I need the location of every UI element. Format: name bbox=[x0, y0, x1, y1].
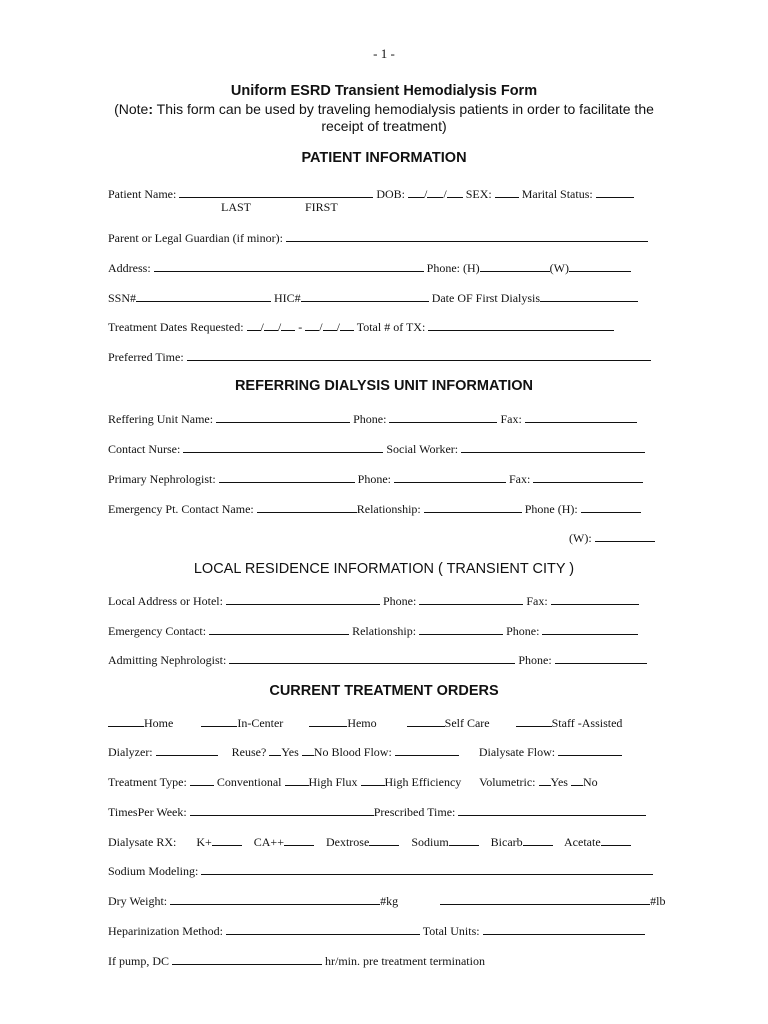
home-field[interactable] bbox=[108, 715, 144, 727]
note-line-1 bbox=[0, 101, 768, 118]
first-dialysis-field[interactable] bbox=[540, 290, 638, 302]
sex-label: SEX: bbox=[465, 187, 492, 201]
first-dialysis-label: Date OF First Dialysis bbox=[431, 291, 541, 305]
ssn-label: SSN# bbox=[108, 291, 137, 305]
referring-unit-row bbox=[108, 411, 660, 427]
referring-unit-heading: REFERRING DIALYSIS UNIT INFORMATION bbox=[234, 378, 534, 394]
staff-assisted-field[interactable] bbox=[516, 715, 552, 727]
local-emergency-phone-field[interactable] bbox=[542, 623, 638, 635]
dialyzer-row bbox=[108, 744, 660, 760]
if-pump-label: If pump, DC bbox=[108, 954, 169, 968]
total-tx-label: Total # of TX: bbox=[356, 320, 426, 334]
heparinization-row bbox=[108, 923, 660, 939]
treatment-type-row bbox=[108, 774, 660, 790]
admitting-nephrologist-field[interactable] bbox=[229, 652, 515, 664]
bicarb-label: Bicarb bbox=[490, 835, 523, 849]
prescribed-time-label: Prescribed Time: bbox=[373, 805, 456, 819]
hemo-label: Hemo bbox=[347, 716, 377, 730]
local-phone-label: Phone: bbox=[382, 594, 417, 608]
nephrologist-phone-field[interactable] bbox=[394, 471, 506, 483]
preferred-time-label: Preferred Time: bbox=[108, 350, 184, 364]
dob-month-field[interactable] bbox=[408, 186, 424, 198]
patient-name-field[interactable] bbox=[179, 186, 373, 198]
conventional-label: Conventional bbox=[216, 775, 282, 789]
self-care-label: Self Care bbox=[444, 716, 490, 730]
unit-phone-label: Phone: bbox=[353, 412, 387, 426]
volumetric-no-field[interactable] bbox=[571, 774, 583, 786]
hemo-field[interactable] bbox=[309, 715, 347, 727]
high-efficiency-label: High Efficiency bbox=[384, 775, 462, 789]
phone-work-field[interactable] bbox=[569, 260, 631, 272]
guardian-label: Parent or Legal Guardian (if minor): bbox=[108, 231, 283, 245]
treatment-dates-label: Treatment Dates Requested: bbox=[108, 320, 244, 334]
volumetric-label: Volumetric: bbox=[479, 775, 536, 789]
local-emergency-phone-label: Phone: bbox=[506, 624, 540, 638]
preferred-time-row bbox=[108, 349, 660, 365]
heparinization-label: Heparinization Method: bbox=[108, 924, 223, 938]
acetate-label: Acetate bbox=[564, 835, 601, 849]
emergency-contact-name-label: Emergency Pt. Contact Name: bbox=[108, 502, 254, 516]
sodium-modeling-label: Sodium Modeling: bbox=[108, 864, 199, 878]
patient-name-label: Patient Name: bbox=[108, 187, 177, 201]
local-fax-label: Fax: bbox=[526, 594, 548, 608]
phone-work-label: (W) bbox=[549, 261, 569, 275]
dialysate-rx-row bbox=[108, 834, 660, 850]
total-tx-field[interactable] bbox=[428, 319, 614, 331]
local-emergency-contact-field[interactable] bbox=[209, 623, 349, 635]
patient-name-row: Patient Name: DOB: / / SEX: Marital Status: bbox=[108, 186, 660, 202]
note-colon: : bbox=[148, 101, 153, 117]
ssn-row bbox=[108, 290, 660, 306]
dob-label: DOB: bbox=[376, 187, 405, 201]
total-units-field[interactable] bbox=[483, 923, 645, 935]
address-field[interactable] bbox=[154, 260, 424, 272]
start-year-field[interactable] bbox=[281, 319, 295, 331]
in-center-label: In-Center bbox=[237, 716, 284, 730]
pump-dc-field[interactable] bbox=[172, 953, 322, 965]
local-emergency-contact-row bbox=[108, 623, 660, 639]
contact-nurse-row bbox=[108, 441, 660, 457]
dry-weight-lb-field[interactable] bbox=[440, 893, 650, 905]
admitting-nephrologist-row bbox=[108, 652, 660, 668]
form-title: Uniform ESRD Transient Hemodialysis Form bbox=[230, 83, 538, 99]
ca-field[interactable] bbox=[284, 834, 314, 846]
end-month-field[interactable] bbox=[305, 319, 319, 331]
emergency-phone-home-label: Phone (H): bbox=[524, 502, 578, 516]
emergency-phone-work-field[interactable] bbox=[595, 530, 655, 542]
sodium-field[interactable] bbox=[449, 834, 479, 846]
kg-label: #kg bbox=[380, 894, 399, 908]
phone-home-field[interactable] bbox=[480, 260, 550, 272]
volumetric-no-label: No bbox=[582, 775, 598, 789]
marital-status-field[interactable] bbox=[596, 186, 634, 198]
emergency-phone-home-field[interactable] bbox=[581, 501, 641, 513]
high-efficiency-field[interactable] bbox=[361, 774, 385, 786]
ca-label: CA++ bbox=[253, 835, 284, 849]
hr-min-label: hr/min. pre treatment termination bbox=[325, 954, 485, 968]
local-relationship-label: Relationship: bbox=[352, 624, 417, 638]
reuse-label: Reuse? bbox=[231, 745, 267, 759]
admitting-phone-label: Phone: bbox=[518, 653, 552, 667]
social-worker-label: Social Worker: bbox=[386, 442, 459, 456]
nephrologist-fax-field[interactable] bbox=[533, 471, 643, 483]
guardian-row bbox=[108, 230, 660, 246]
in-center-field[interactable] bbox=[201, 715, 237, 727]
volumetric-yes-field[interactable] bbox=[539, 774, 551, 786]
dob-year-field[interactable] bbox=[447, 186, 463, 198]
nephrologist-phone-label: Phone: bbox=[357, 472, 391, 486]
treatment-orders-heading: CURRENT TREATMENT ORDERS bbox=[269, 683, 499, 699]
pump-row bbox=[108, 953, 660, 969]
high-flux-label: High Flux bbox=[308, 775, 358, 789]
hic-label: HIC# bbox=[274, 291, 301, 305]
dry-weight-label: Dry Weight: bbox=[108, 894, 168, 908]
form-note bbox=[0, 101, 768, 135]
dry-weight-row bbox=[108, 893, 666, 909]
dialysate-flow-field[interactable] bbox=[558, 744, 622, 756]
note-prefix: (Note bbox=[114, 101, 149, 117]
primary-nephrologist-row bbox=[108, 471, 660, 487]
last-name-caption: LAST bbox=[221, 200, 251, 214]
dextrose-label: Dextrose bbox=[325, 835, 370, 849]
lb-label: #lb bbox=[650, 894, 666, 908]
local-residence-heading: LOCAL RESIDENCE INFORMATION ( TRANSIENT CITY ) bbox=[193, 561, 575, 577]
k-label: K+ bbox=[196, 835, 212, 849]
end-day-field[interactable] bbox=[323, 319, 337, 331]
blood-flow-label: Blood Flow: bbox=[331, 745, 392, 759]
acetate-field[interactable] bbox=[601, 834, 631, 846]
note-text: This form can be used by traveling hemodialysis patients in order to facilitate the bbox=[153, 101, 654, 117]
emergency-pt-contact-row bbox=[108, 501, 660, 517]
relationship-field[interactable] bbox=[424, 501, 522, 513]
page-number: - 1 - bbox=[373, 46, 395, 61]
dialyzer-label: Dialyzer: bbox=[108, 745, 153, 759]
unit-phone-field[interactable] bbox=[389, 411, 497, 423]
treatment-type-label: Treatment Type: bbox=[108, 775, 187, 789]
patient-info-heading: PATIENT INFORMATION bbox=[301, 150, 467, 166]
emergency-phone-work-row bbox=[569, 530, 655, 546]
self-care-field[interactable] bbox=[407, 715, 445, 727]
start-month-field[interactable] bbox=[247, 319, 261, 331]
relationship-label: Relationship: bbox=[356, 502, 421, 516]
address-row bbox=[108, 260, 660, 276]
ssn-field[interactable] bbox=[136, 290, 271, 302]
dialysate-rx-label: Dialysate RX: bbox=[108, 835, 177, 849]
admitting-phone-field[interactable] bbox=[555, 652, 647, 664]
first-name-caption: FIRST bbox=[305, 200, 338, 214]
local-relationship-field[interactable] bbox=[419, 623, 503, 635]
address-label: Address: bbox=[108, 261, 151, 275]
local-address-label: Local Address or Hotel: bbox=[108, 594, 223, 608]
sodium-modeling-row bbox=[108, 863, 660, 879]
emergency-contact-name-field[interactable] bbox=[257, 501, 357, 513]
phone-home-label: Phone: (H) bbox=[426, 261, 480, 275]
admitting-nephrologist-label: Admitting Nephrologist: bbox=[108, 653, 227, 667]
modality-row bbox=[108, 715, 660, 731]
sodium-label: Sodium bbox=[411, 835, 449, 849]
unit-name-field[interactable] bbox=[216, 411, 350, 423]
k-field[interactable] bbox=[212, 834, 242, 846]
end-year-field[interactable] bbox=[340, 319, 354, 331]
start-day-field[interactable] bbox=[264, 319, 278, 331]
bicarb-field[interactable] bbox=[523, 834, 553, 846]
contact-nurse-label: Contact Nurse: bbox=[108, 442, 181, 456]
social-worker-field[interactable] bbox=[461, 441, 645, 453]
guardian-field[interactable] bbox=[286, 230, 648, 242]
staff-assisted-label: Staff -Assisted bbox=[551, 716, 623, 730]
blood-flow-field[interactable] bbox=[395, 744, 459, 756]
home-label: Home bbox=[144, 716, 174, 730]
total-units-label: Total Units: bbox=[422, 924, 480, 938]
high-flux-field[interactable] bbox=[285, 774, 309, 786]
times-per-week-label: TimesPer Week: bbox=[108, 805, 187, 819]
volumetric-yes-label: Yes bbox=[550, 775, 568, 789]
emergency-phone-work-label: (W): bbox=[569, 531, 592, 545]
dextrose-field[interactable] bbox=[369, 834, 399, 846]
local-address-field[interactable] bbox=[226, 593, 380, 605]
times-per-week-row bbox=[108, 804, 660, 820]
dob-day-field[interactable] bbox=[427, 186, 443, 198]
note-line-2: receipt of treatment) bbox=[321, 118, 447, 134]
hic-field[interactable] bbox=[301, 290, 429, 302]
marital-status-label: Marital Status: bbox=[521, 187, 593, 201]
conventional-field[interactable] bbox=[190, 774, 214, 786]
local-address-row bbox=[108, 593, 660, 609]
unit-fax-label: Fax: bbox=[500, 412, 522, 426]
sex-field[interactable] bbox=[495, 186, 519, 198]
reuse-yes-field[interactable] bbox=[269, 744, 281, 756]
heparinization-field[interactable] bbox=[226, 923, 420, 935]
unit-fax-field[interactable] bbox=[525, 411, 637, 423]
reuse-no-field[interactable] bbox=[302, 744, 314, 756]
dry-weight-kg-field[interactable] bbox=[170, 893, 380, 905]
times-per-week-field[interactable] bbox=[190, 804, 374, 816]
sodium-modeling-field[interactable] bbox=[201, 863, 653, 875]
primary-nephrologist-label: Primary Nephrologist: bbox=[108, 472, 216, 486]
preferred-time-field[interactable] bbox=[187, 349, 651, 361]
reuse-yes-label: Yes bbox=[281, 745, 299, 759]
contact-nurse-field[interactable] bbox=[183, 441, 383, 453]
local-emergency-contact-label: Emergency Contact: bbox=[108, 624, 207, 638]
unit-name-label: Reffering Unit Name: bbox=[108, 412, 214, 426]
local-phone-field[interactable] bbox=[419, 593, 523, 605]
dialysate-flow-label: Dialysate Flow: bbox=[478, 745, 556, 759]
nephrologist-fax-label: Fax: bbox=[509, 472, 531, 486]
local-fax-field[interactable] bbox=[551, 593, 639, 605]
dialyzer-field[interactable] bbox=[156, 744, 218, 756]
prescribed-time-field[interactable] bbox=[458, 804, 646, 816]
reuse-no-label: No bbox=[313, 745, 329, 759]
treatment-dates-row: Treatment Dates Requested: / / - / / Total # of TX: bbox=[108, 319, 660, 335]
primary-nephrologist-field[interactable] bbox=[219, 471, 355, 483]
